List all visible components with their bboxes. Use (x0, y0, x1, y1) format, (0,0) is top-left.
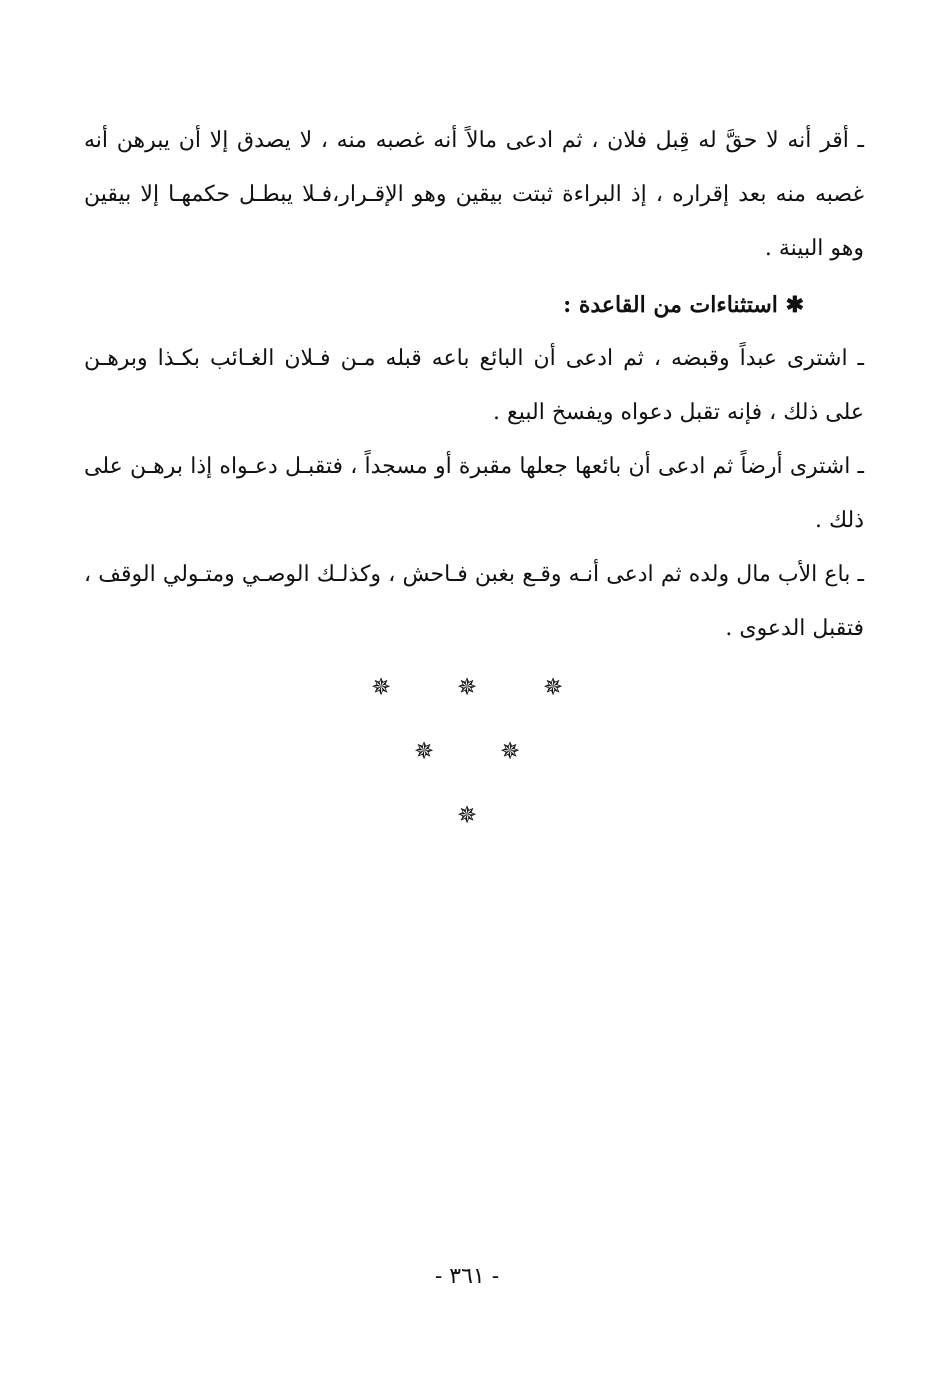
flower-ornament-icon: ✵ (456, 801, 478, 829)
paragraph: ـ باع الأب مال ولده ثم ادعى أنـه وقـع بغبن فـاحش ، وكذلـك الوصـي ومتـولي الوقف ، فتقبل الدعوى . (84, 562, 864, 641)
paragraph: ـ اشترى عبداً وقبضه ، ثم ادعى أن البائع باعه قبله مـن فـلان الغـائب بكـذا وبرهـن على ذلك ، فإنه تقبل دعواه ويفسخ البيع . (84, 346, 864, 425)
text-section-bottom (84, 332, 864, 656)
paragraph: ـ أقر أنه لا حقَّ له قِبل فلان ، ثم ادعى مالاً أنه غصبه منه ، لا يصدق إلا أن يبرهن أنه غصبه منه بعد إقراره ، إذ البراءة ثبتت بيقين وهو الإقـرار،فـلا يبطـل حكمهـا إلا بيقين وهو البينة . (84, 128, 864, 261)
flower-ornament-icon: ✵ (370, 673, 392, 701)
flower-ornament-icon: ✵ (456, 673, 478, 701)
flower-ornament-icon: ✵ (413, 737, 435, 765)
exceptions-heading-block (84, 278, 864, 332)
ornament-row (0, 674, 934, 700)
flower-ornament-icon: ✵ (499, 737, 521, 765)
flower-ornament-icon: ✵ (542, 673, 564, 701)
text-section-top (84, 114, 864, 276)
heading-text: استثناءات من القاعدة : (563, 292, 778, 318)
ornament-row (0, 802, 934, 828)
bullet-icon: ✱ (785, 292, 804, 318)
paragraph: ـ اشترى أرضاً ثم ادعى أن بائعها جعلها مقبرة أو مسجداً ، فتقبـل دعـواه إذا برهـن على ذلك . (84, 454, 864, 533)
page-number: - ٣٦١ - (434, 1264, 500, 1289)
ornament-row (0, 738, 934, 764)
section-heading (84, 278, 864, 332)
